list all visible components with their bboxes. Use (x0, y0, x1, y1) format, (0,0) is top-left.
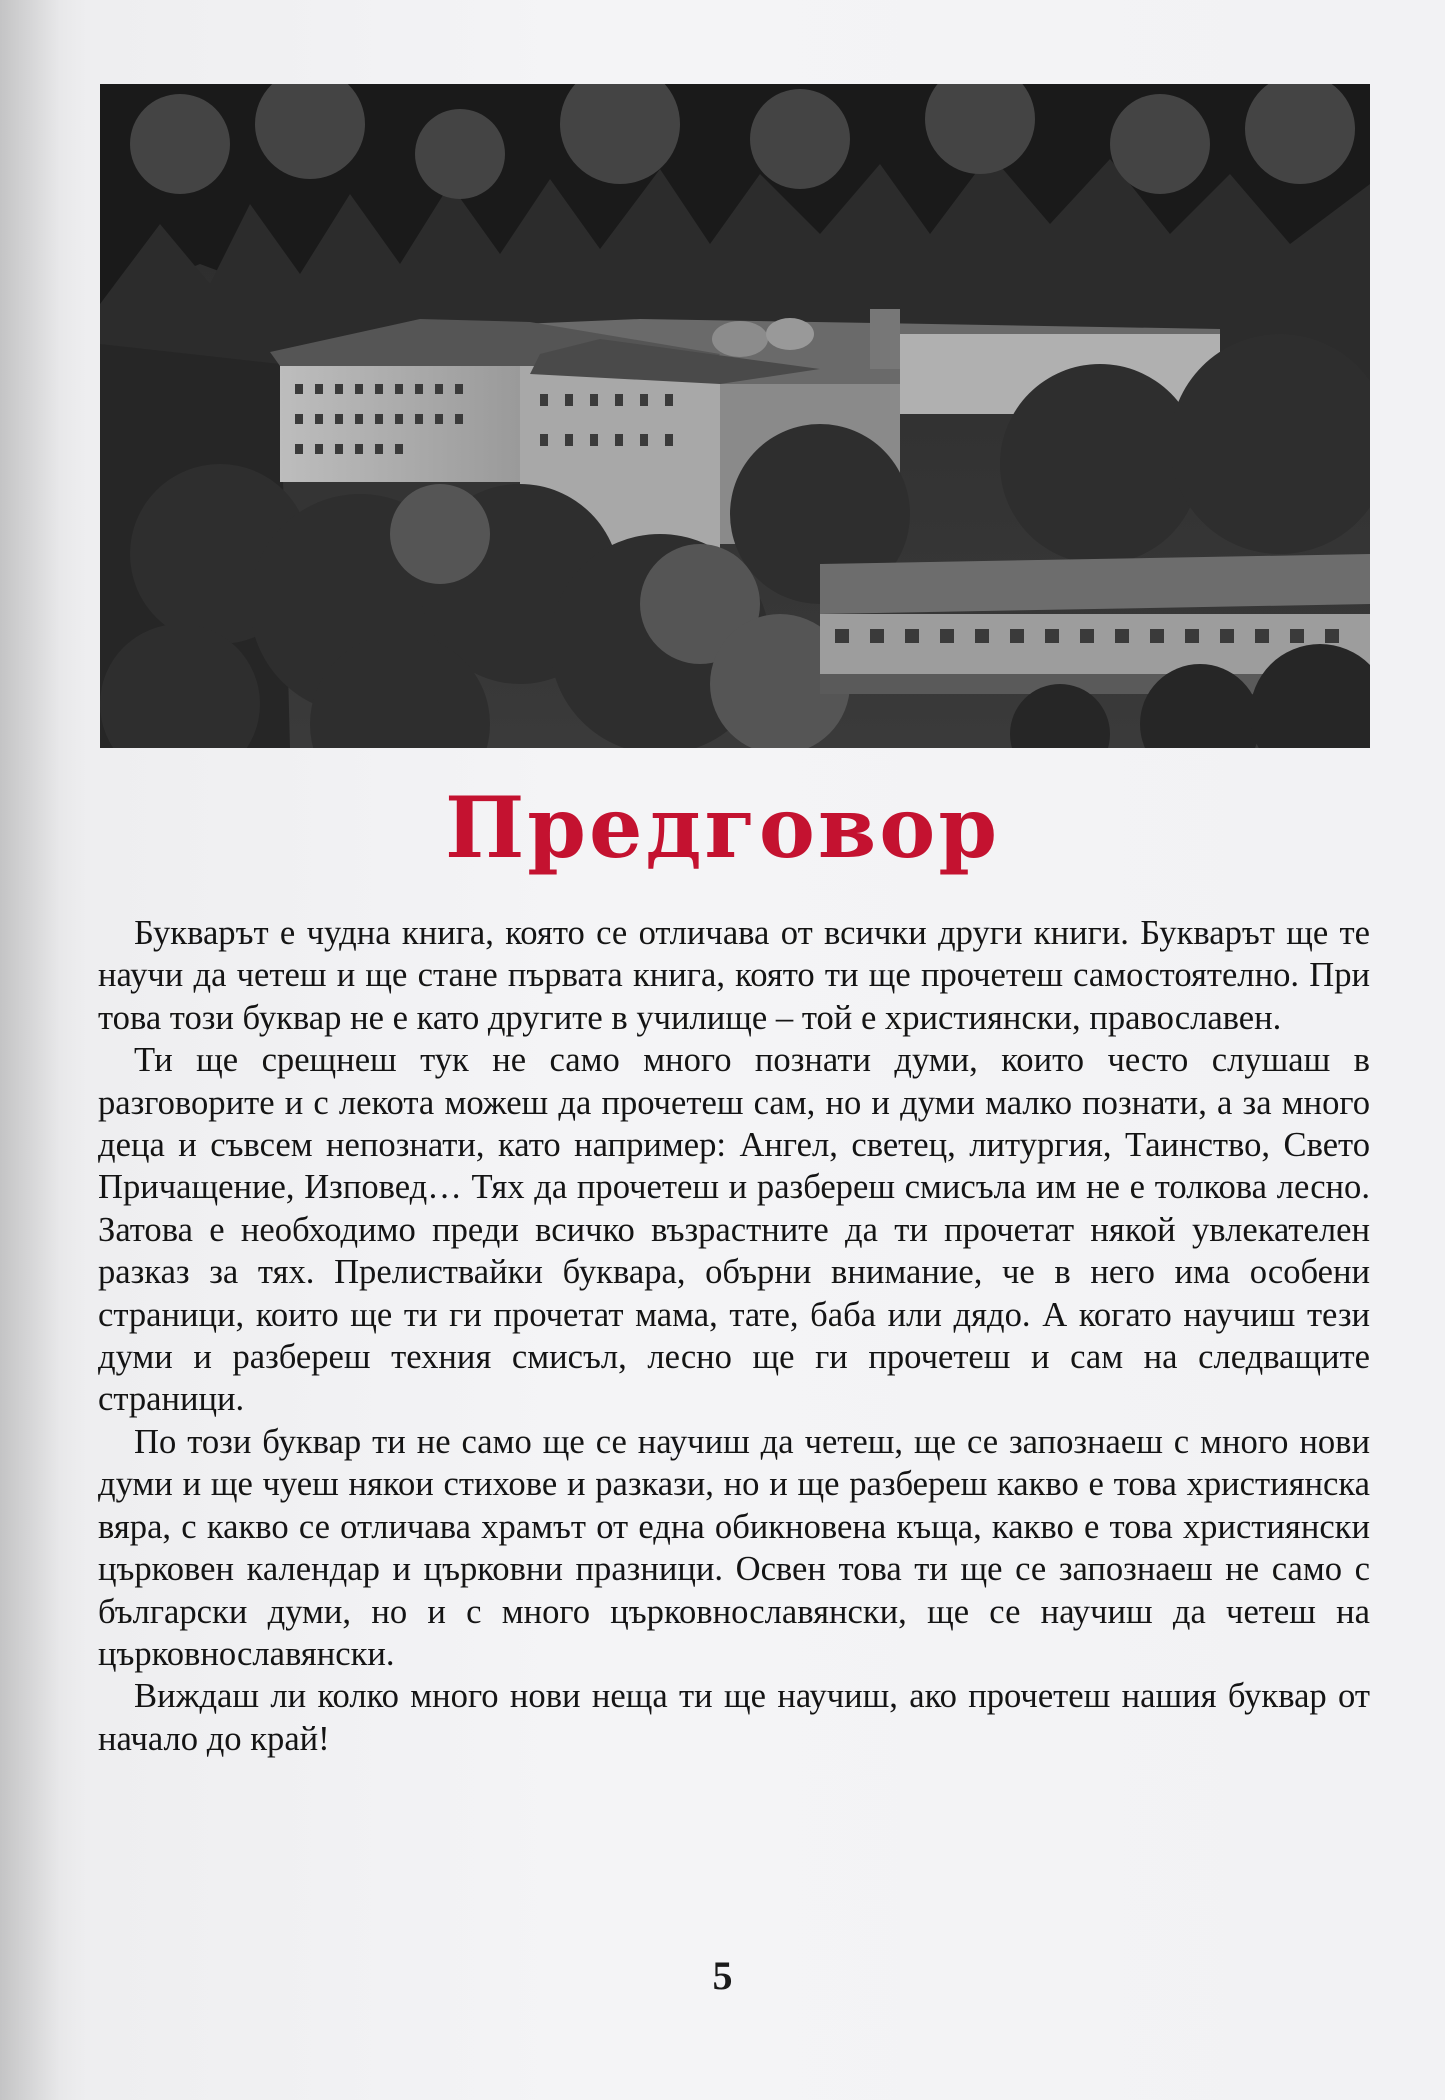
page-number: 5 (712, 1953, 733, 1998)
paragraph: Букварът е чудна книга, която се отличава от всички други книги. Букварът ще те научи да четеш и ще стане първата книга, която ти ще прочетеш самостоятелно. При това този буквар не е като другите в училище – той е християнски, православен. (98, 914, 1370, 1037)
monastery-photo (100, 84, 1370, 748)
paragraph: Ти ще срещнеш тук не само много познати думи, които често слушаш в разговорите и с лекота можеш да прочетеш сам, но и думи малко познати, а за много деца и съвсем непознати, като например: Ангел, светец, литургия, Таинство, Свето Причащение, Изповед… Тях да прочетеш и разбереш смисъла им не е толкова лесно. Затова е необходимо преди всичко възрастните да ти прочетат някой увлекателен разказ за тях. Прелиствайки буквара, обърни внимание, че в него има особени страници, които ще ти ги прочетат мама, тате, баба или дядо. А когато научиш тези думи и разбереш техния смисъл, лесно ще ги прочетеш и сам на следващите страници. (98, 1041, 1370, 1419)
page-shadow (0, 0, 60, 2100)
foreword-text (98, 912, 1370, 1760)
page-title: Предговор (444, 778, 1001, 877)
paragraph: Виждаш ли колко много нови неща ти ще научиш, ако прочетеш нашия буквар от начало до край! (98, 1677, 1370, 1758)
monastery-photo-illustration (100, 84, 1370, 748)
paragraph: По този буквар ти не само ще се научиш да четеш, ще се запознаеш с много нови думи и ще чуеш някои стихове и разкази, но и ще разбереш какво е това християнска вяра, с какво се отличава храмът от една обикновена къща, какво е това християнски църковен календар и църковни празници. Освен това ти ще се запознаеш не само с български думи, но и с много църковнославянски, ще се научиш да четеш на църковнославянски. (98, 1422, 1370, 1673)
